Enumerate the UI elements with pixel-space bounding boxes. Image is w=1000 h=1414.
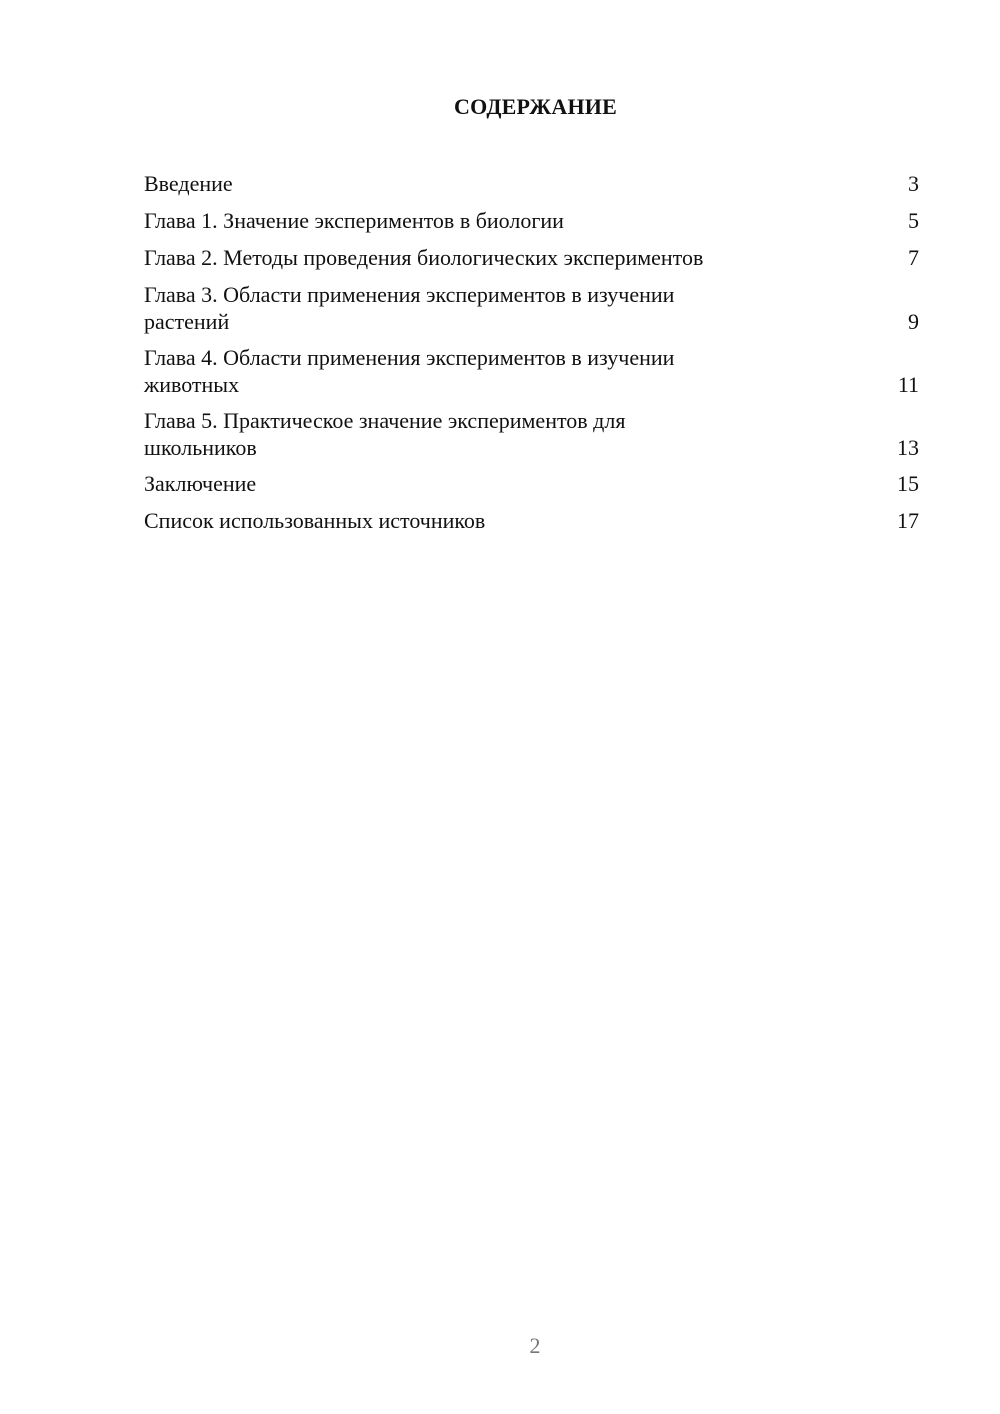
toc-entry-title: Заключение xyxy=(144,471,257,496)
page-number: 2 xyxy=(529,1333,541,1358)
table-of-contents xyxy=(144,170,919,544)
toc-entry-page: 9 xyxy=(908,309,919,334)
toc-entry-title: Глава 3. Области применения экспериментов в изучении растений xyxy=(144,282,675,334)
toc-entry-page: 13 xyxy=(897,435,919,460)
toc-entry-chapter-1 xyxy=(144,207,919,234)
toc-entry-chapter-4 xyxy=(144,344,919,398)
toc-entry-title: Список использованных источников xyxy=(144,508,486,533)
toc-entry-chapter-5 xyxy=(144,407,919,461)
toc-entry-title: Глава 2. Методы проведения биологических экспериментов xyxy=(144,245,704,270)
toc-entry-page: 5 xyxy=(908,208,919,233)
toc-entry-title: Глава 1. Значение экспериментов в биологии xyxy=(144,208,564,233)
toc-entry-title: Введение xyxy=(144,171,233,196)
toc-entry-title: Глава 4. Области применения экспериментов в изучении животных xyxy=(144,345,675,397)
toc-entry-title: Глава 5. Практическое значение экспериментов для школьников xyxy=(144,408,626,460)
toc-entry-page: 11 xyxy=(897,372,919,397)
toc-entry-page: 7 xyxy=(908,245,919,270)
toc-entry-page: 3 xyxy=(908,171,919,196)
page-title: СОДЕРЖАНИЕ xyxy=(454,94,617,119)
toc-entry-introduction xyxy=(144,170,919,197)
toc-entry-conclusion xyxy=(144,470,919,497)
toc-entry-chapter-3 xyxy=(144,281,919,335)
toc-entry-chapter-2 xyxy=(144,244,919,271)
toc-entry-references xyxy=(144,507,919,534)
toc-entry-page: 17 xyxy=(897,508,919,533)
toc-entry-page: 15 xyxy=(897,471,919,496)
